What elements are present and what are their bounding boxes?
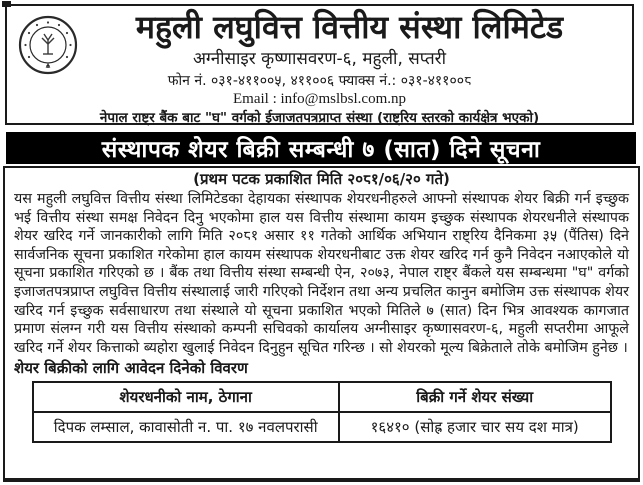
organization-title: महुली लघुवित्त वित्तीय संस्था लिमिटेड: [135, 8, 564, 46]
applicants-table: [32, 381, 612, 443]
table-caption: शेयर बिक्रीको लागि आवेदन दिनेको विवरण: [14, 359, 248, 378]
organization-seal-icon: [17, 14, 79, 76]
header-share-count: बिक्री गर्ने शेयर संख्या: [339, 382, 611, 412]
notice-banner: संस्थापक शेयर बिक्री सम्बन्धी ७ (सात) दिने सूचना: [6, 132, 636, 164]
first-published-date-line: (प्रथम पटक प्रकाशित मिति २०८१/०६/२० गते): [193, 170, 450, 188]
cell-share-count: १६४१० (सोह्र हजार चार सय दश मात्र): [339, 412, 611, 442]
notice-paragraph: यस महुली लघुवित्त वित्तीय संस्था लिमिटेडका देहायका संस्थापक शेयरधनीहरुले आफ्नो संस्थापक शेयर बिक्री गर्न इच्छुक भई वित्तीय संस्था समक्ष निवेदन दिनु भएकोमा हाल यस वित्तीय संस्थामा कायम इच्छुक संस्थापक शेयरधनीले संस्थापक शेयर खरिद गर्ने जानकारीको लागि मिति २०८१ असार ११ गतेको आर्थिक अभियान राष्ट्रिय दैनिकमा ३५ (पैंतिस) दिने सार्वजनिक सूचना प्रकाशित गरेकोमा हाल कायम संस्थापक शेयरधनीबाट उक्त शेयर खरिद गर्न कुनै निवेदन नआएकोले यो सूचना प्रकाशित गरिएको छ । बैंक तथा वित्तीय संस्था सम्बन्धी ऐन, २०७३, नेपाल राष्ट्र बैंकले यस सम्बन्धमा "घ" वर्गको इजाजतपत्रप्राप्त लघुवित्त वित्तीय संस्थालाई जारी गरिएको निर्देशन तथा अन्य प्रचलित कानुन बमोजिम उक्त संस्थापक शेयर खरिद गर्न इच्छुक सर्वसाधारण तथा संस्थाले यो सूचना प्रकाशित भएको मितिले ७ (सात) दिन भित्र आवश्यक कागजात प्रमाण संलग्न गरी यस वित्तीय संस्थाको कम्पनी सचिवको कार्यालय अग्नीसाइर कृष्णासवरण-६, महुली सप्तरीमा आफूले खरिद गर्ने शेयर कित्ताको ब्यहोरा खुलाई निवेदन दिनुहुन सूचित गरिन्छ । सो शेयरको मूल्य बिक्रेताले तोके बमोजिम हुनेछ ।: [14, 191, 629, 356]
license-class-line: नेपाल राष्ट्र बैंक बाट "घ" वर्गको ईजाजतपत्रप्राप्त संस्था (राष्ट्रिय स्तरको कार्यक्षेत्र भएको): [99, 110, 540, 126]
header-shareholder-name-address: शेयरधनीको नाम, ठेगाना: [33, 382, 339, 412]
table-row: [33, 412, 611, 442]
organization-phone: फोन नं. ०३१-४११००५, ४११००६ फ्याक्स नं.: ०३१-४११००८: [167, 73, 472, 89]
notice-body-box: [3, 166, 640, 482]
organization-email: Email : info@mslbsl.com.np: [233, 91, 406, 107]
cell-shareholder-name-address: दिपक लम्साल, कावासोती न. पा. १७ नवलपरासी: [33, 412, 339, 442]
letterhead: [5, 4, 634, 125]
table-header-row: [33, 382, 611, 412]
organization-address: अग्नीसाइर कृष्णासवरण-६, महुली, सप्तरी: [192, 49, 447, 69]
